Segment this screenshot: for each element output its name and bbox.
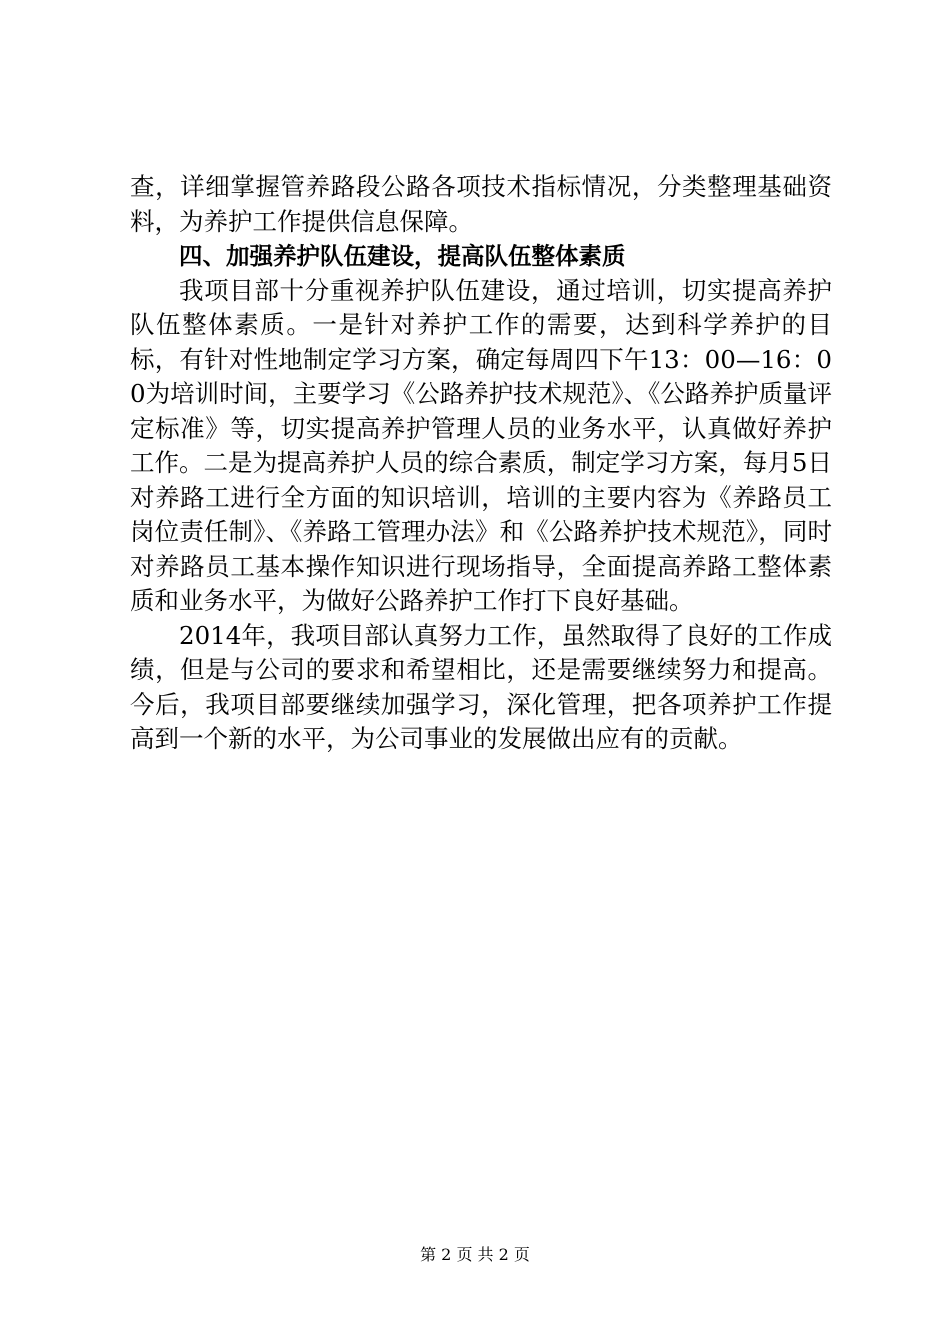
paragraph-summary: 2014年，我项目部认真努力工作，虽然取得了良好的工作成绩，但是与公司的要求和希望相比，还是需要继续努力和提高。今后，我项目部要继续加强学习，深化管理，把各项养护工作提高到一个新的水平，为公司事业的发展做出应有的贡献。 — [130, 620, 832, 753]
section-heading: 四、加强养护队伍建设，提高队伍整体素质 — [179, 242, 626, 270]
paragraph-training: 我项目部十分重视养护队伍建设，通过培训，切实提高养护队伍整体素质。一是针对养护工作的需要，达到科学养护的目标，有针对性地制定学习方案，确定每周四下午13：00—16：00为培训时间，主要学习《公路养护技术规范》、《公路养护质量评定标准》等，切实提高养护管理人员的业务水平，认真做好养护工作。二是为提高养护人员的综合素质，制定学习方案，每月5日对养路工进行全方面的知识培训，培训的主要内容为《养路员工岗位责任制》、《养路工管理办法》和《公路养护技术规范》，同时对养路员工基本操作知识进行现场指导，全面提高养路工整体素质和业务水平，为做好公路养护工作打下良好基础。 — [130, 275, 832, 615]
document-body — [130, 170, 832, 757]
paragraph-continuation: 查，详细掌握管养路段公路各项技术指标情况，分类整理基础资料，为养护工作提供信息保障。 — [130, 172, 832, 236]
page-footer: 第 2 页 共 2 页 — [420, 1245, 530, 1264]
